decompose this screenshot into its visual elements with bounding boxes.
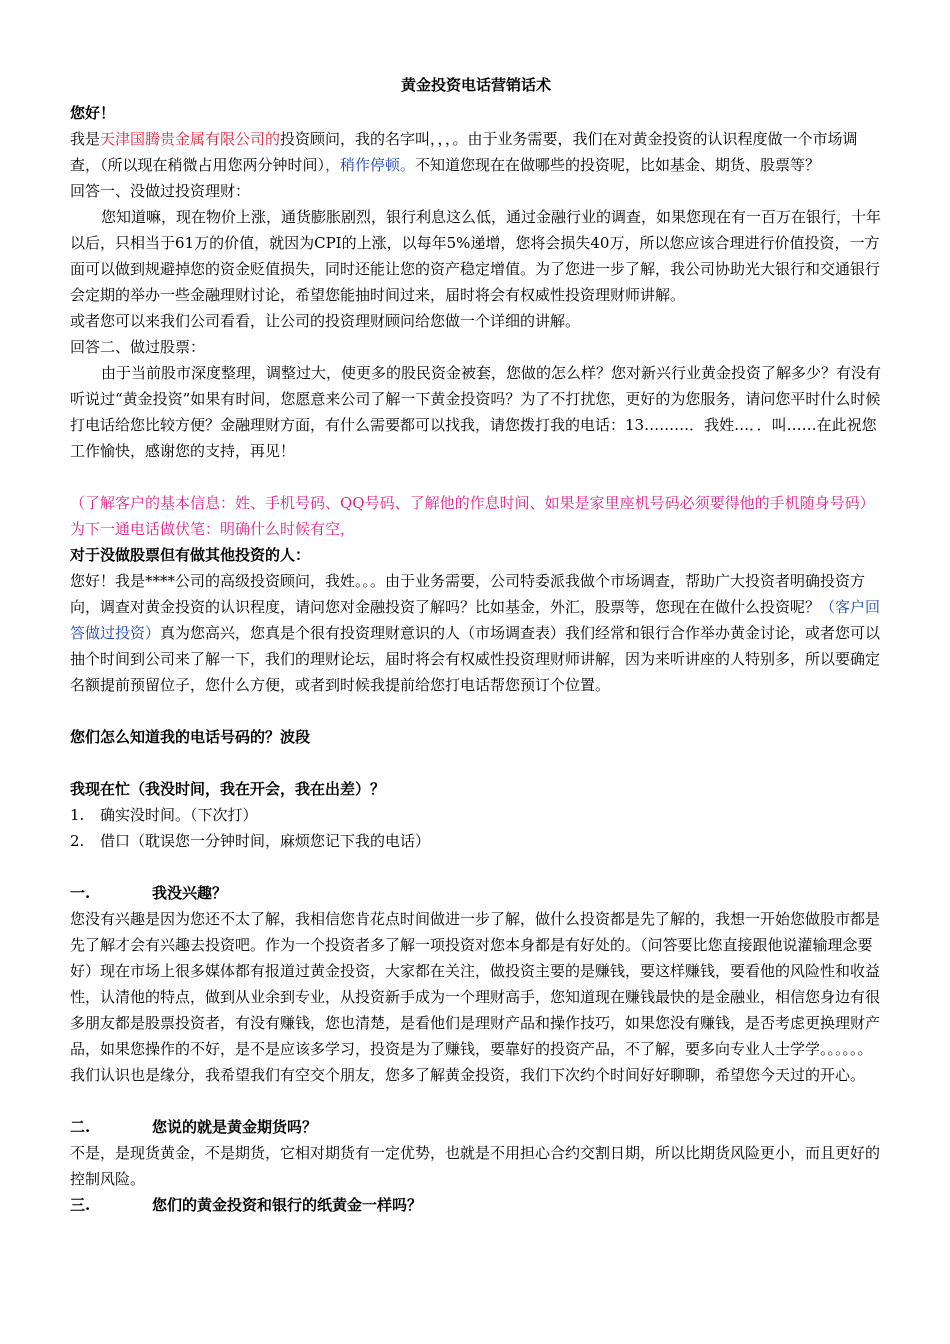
question-1-heading [70, 880, 882, 906]
question-1-answer: 您没有兴趣是因为您还不太了解，我相信您肯花点时间做进一步了解，做什么投资都是先了解的，我想一开始您做股市都是先了解才会有兴趣去投资吧。作为一个投资者多了解一项投资对您本身都是有好处的。（问答要比您直接跟他说灌输理念要好）现在市场上很多媒体都有报道过黄金投资，大家都在关注，做投资主要的是赚钱，要这样赚钱，要看他的风险性和收益性，认清他的特点，做到从业余到专业，从投资新手成为一个理财高手，您知道现在赚钱最快的是金融业，相信您身边有很多朋友都是股票投资者，有没有赚钱，您也清楚，是看他们是理财产品和操作技巧，如果您没有赚钱，是否考虑更换理财产品，如果您操作的不好，是不是应该多学习，投资是为了赚钱，要靠好的投资产品，不了解，要多向专业人士学学。。。。。。我们认识也是缘分，我希望我们有空交个朋友，您多了解黄金投资，我们下次约个时间好好聊聊，希望您今天过的开心。 [70, 910, 881, 1084]
question-3-title: 您们的黄金投资和银行的纸黄金一样吗？ [152, 1196, 423, 1214]
question-2-answer: 不是，是现货黄金，不是期货，它相对期货有一定优势，也就是不用担心合约交割日期，所以比期货风险更小，而且更好的控制风险。 [70, 1144, 881, 1188]
busy-heading: 我现在忙（我没时间，我在开会，我在出差）？ [70, 780, 386, 798]
other-investors-body [70, 568, 882, 698]
question-3-heading [70, 1192, 882, 1218]
question-1-number: 一. [70, 884, 91, 902]
list-item-number: 2. [70, 832, 85, 850]
customer-info-note: （了解客户的基本信息：姓、手机号码、QQ号码、了解他的作息时间、如果是家里座机号码必须要得他的手机随身号码）为下一通电话做伏笔：明确什么时候有空， [70, 494, 875, 538]
answer1-heading: 回答一、没做过投资理财： [70, 182, 251, 200]
other-investors-text-2: 真为您高兴，您真是个很有投资理财意识的人（市场调查表）我们经常和银行合作举办黄金讨论，或者您可以抽个时间到公司来了解一下，我们的理财论坛，届时将会有权威性投资理财师讲解，因为来听讲座的人特别多，所以要确定名额提前预留位子，您什么方便，或者到时候我提前给您打电话帮您预订个位置。 [70, 624, 881, 694]
list-item-text: 借口（耽误您一分钟时间，麻烦您记下我的电话） [100, 832, 431, 850]
spacer [70, 464, 882, 490]
list-item [70, 802, 882, 828]
question-1-title: 我没兴趣？ [152, 884, 228, 902]
answer1-alt: 或者您可以来我们公司看看，让公司的投资理财顾问给您做一个详细的讲解。 [70, 312, 581, 330]
list-item-text: 确实没时间。（下次打） [100, 806, 258, 824]
question-2-title: 您说的就是黄金期货吗？ [152, 1118, 318, 1136]
question-2-number: 二. [70, 1118, 91, 1136]
other-investors-heading: 对于没做股票但有做其他投资的人： [70, 546, 311, 564]
intro-text-1: 我是 [70, 130, 101, 148]
spacer [70, 1088, 882, 1114]
question-2-heading [70, 1114, 882, 1140]
greeting: 您好！ [70, 104, 116, 122]
list-item [70, 828, 882, 854]
spacer [70, 854, 882, 880]
answer2-body: 由于当前股市深度整理，调整过大，使更多的股民资金被套，您做的怎么样？您对新兴行业黄金投资了解多少？有没有听说过“黄金投资”如果有时间，您愿意来公司了解一下黄金投资吗？为了不打扰您，更好的为您服务，请问您平时什么时候打电话给您比较方便？金融理财方面，有什么需要都可以找我，请您拨打我的电话：13………．我姓…．．叫……在此祝您工作愉快，感谢您的支持，再见！ [70, 364, 882, 460]
spacer [70, 698, 882, 724]
pause-note: ，稍作停顿。 [325, 156, 416, 174]
client-reply-note: （客户回答做过投资） [70, 598, 881, 642]
document-page [70, 72, 882, 1218]
list-item-number: 1. [70, 806, 85, 824]
question-3-number: 三. [70, 1196, 91, 1214]
phone-question: 您们怎么知道我的电话号码的？波段 [70, 728, 311, 746]
company-name: 天津国腾贵金属有限公司的 [100, 130, 281, 148]
intro-paragraph [70, 126, 882, 178]
answer1-body: 您知道嘛，现在物价上涨，通货膨胀剧烈，银行利息这么低，通过金融行业的调查，如果您现在有一百万在银行，十年以后，只相当于61万的价值，就因为CPI的上涨，以每年5%递增，您将会损失40万，所以您应该合理进行价值投资，一方面可以做到规避掉您的资金贬值损失，同时还能让您的资产稳定增值。为了您进一步了解，我公司协助光大银行和交通银行会定期的举办一些金融理财讨论，希望您能抽时间过来，届时将会有权威性投资理财师讲解。 [70, 208, 882, 304]
other-investors-text-1: 您好！我是****公司的高级投资顾问，我姓。。。由于业务需要，公司特委派我做个市场调查，帮助广大投资者明确投资方向，调查对黄金投资的认识程度，请问您对金融投资了解吗？比如基金，外汇，股票等，您现在在做什么投资呢？ [70, 572, 866, 616]
intro-text-3: 不知道您现在在做哪些的投资呢，比如基金、期货、股票等？ [415, 156, 821, 174]
intro-text-2: 投资顾问，我的名字叫，，，。由于业务需要，我们在对黄金投资的认识程度做一个市场调查，（所以现在稍微占用您两分钟时间） [70, 130, 858, 174]
document-title: 黄金投资电话营销话术 [400, 76, 551, 94]
answer2-heading: 回答二、做过股票： [70, 338, 206, 356]
spacer [70, 750, 882, 776]
